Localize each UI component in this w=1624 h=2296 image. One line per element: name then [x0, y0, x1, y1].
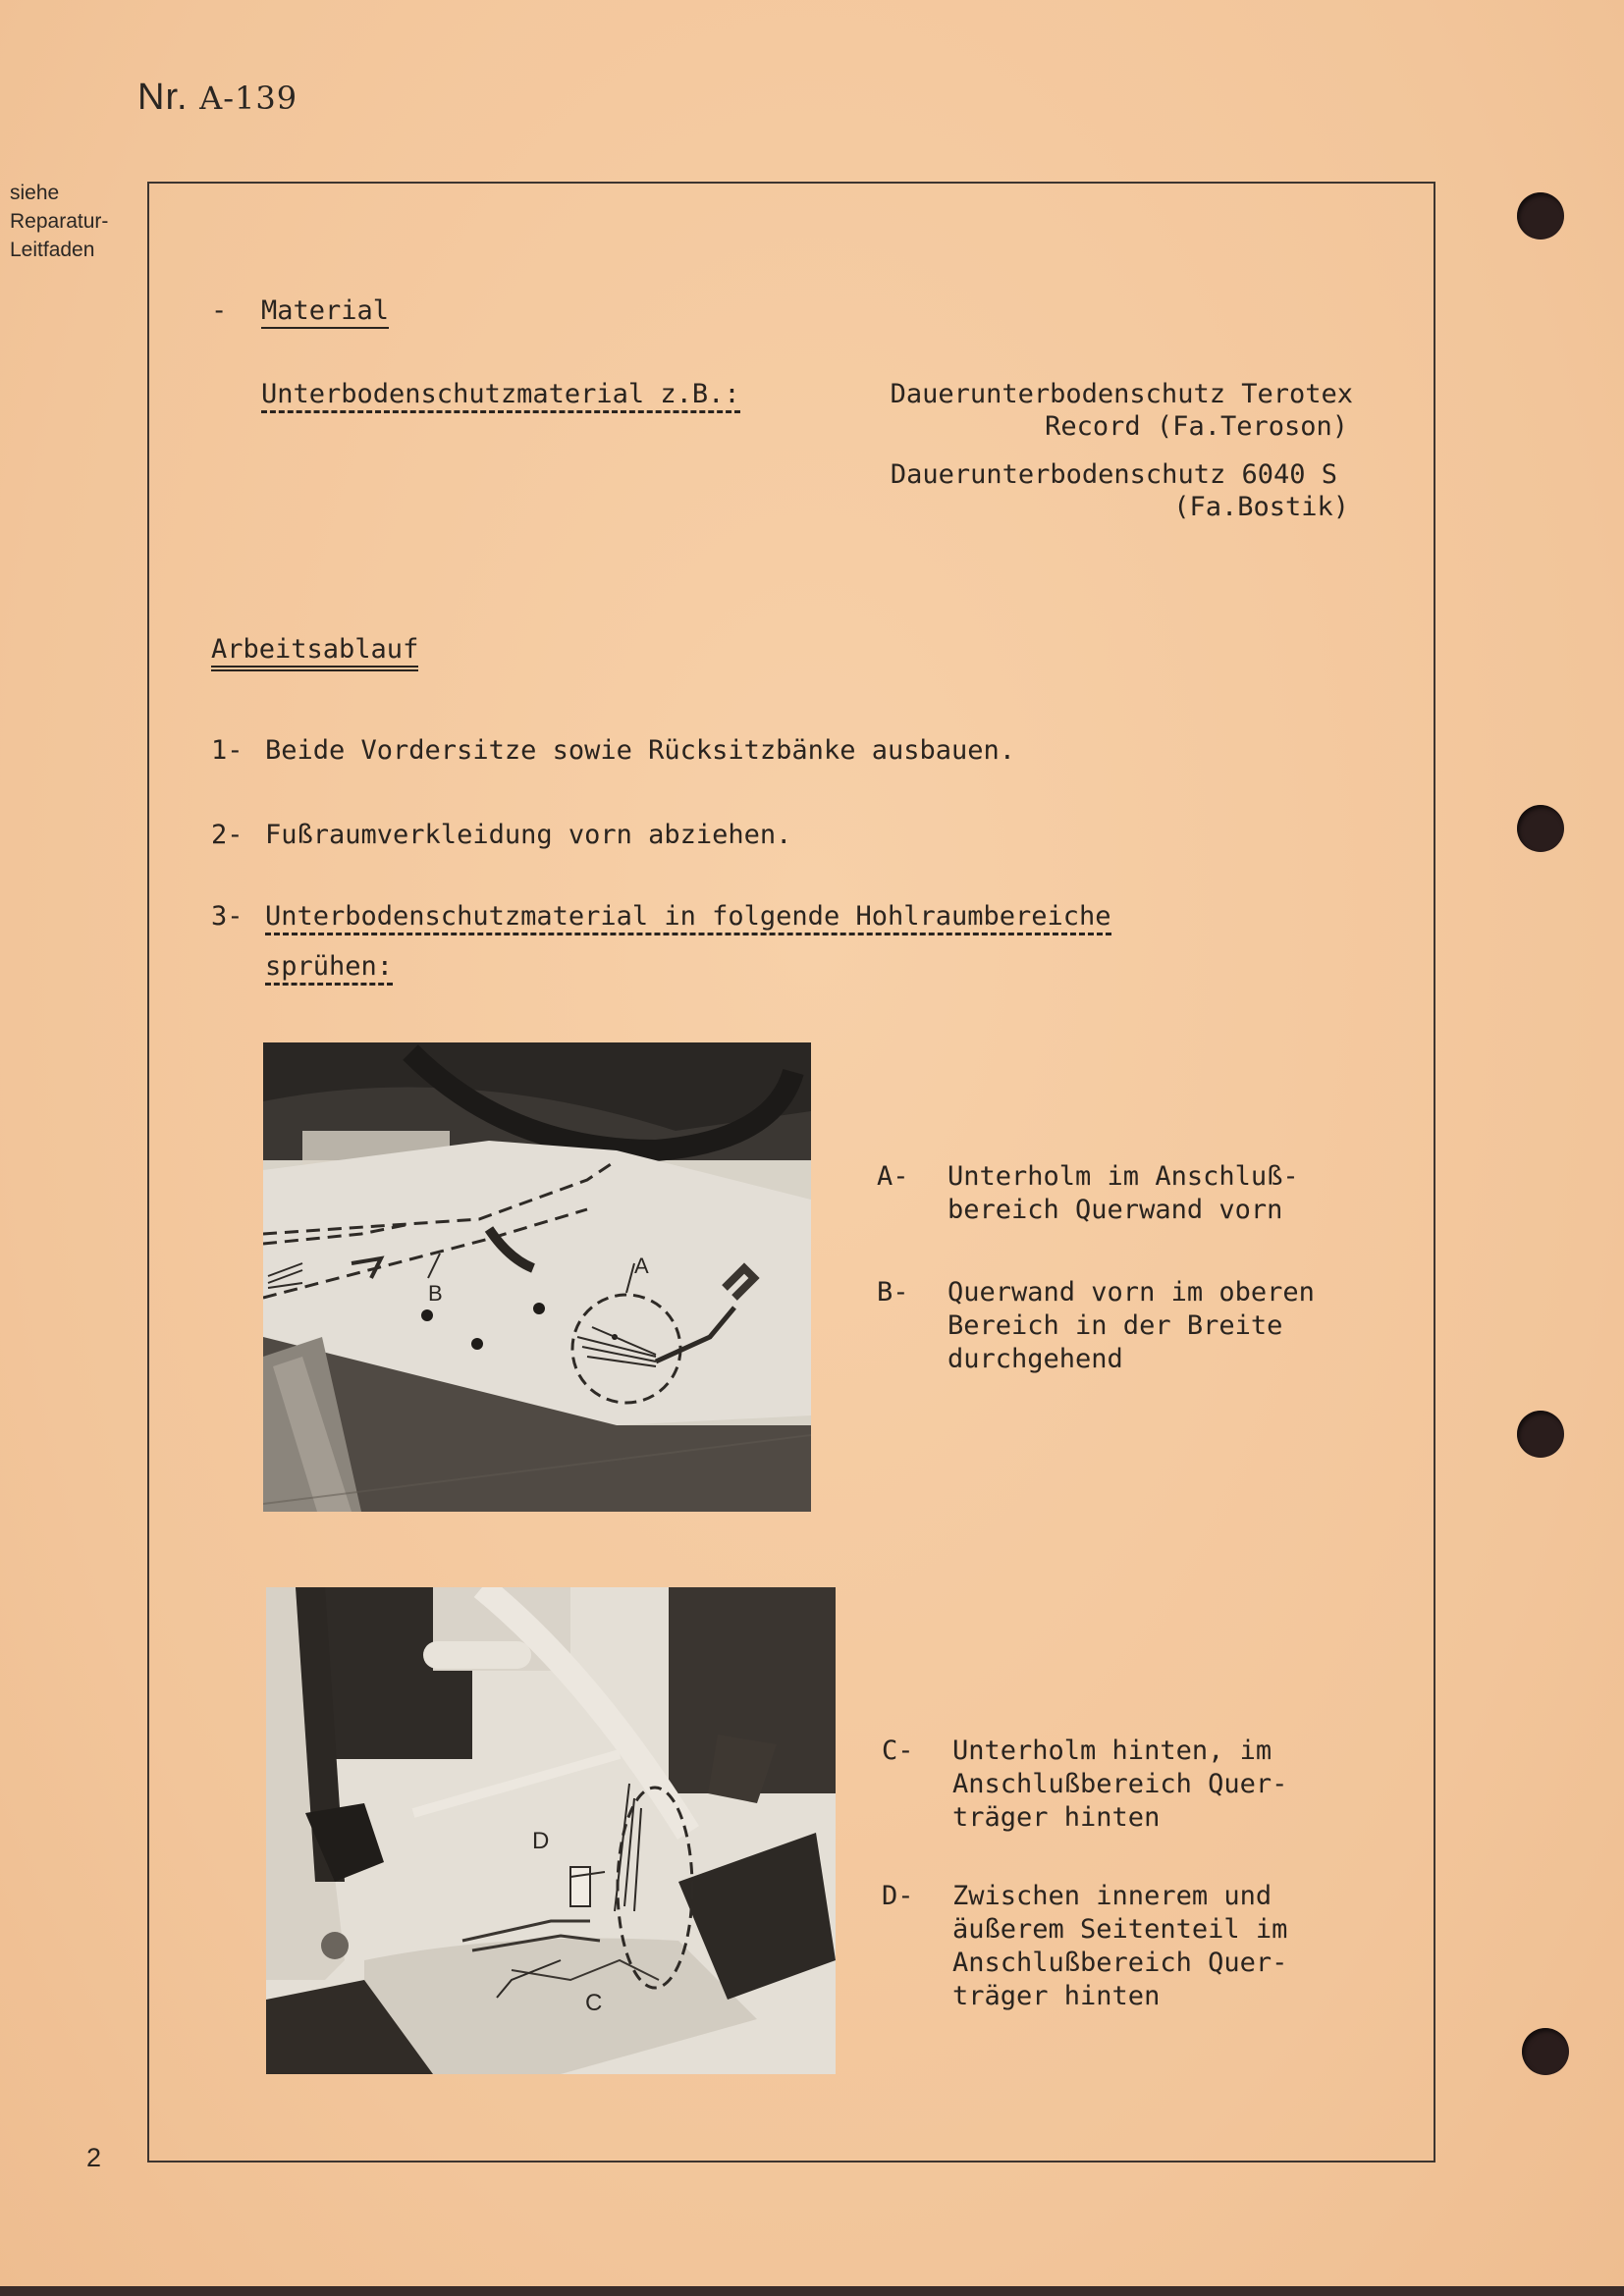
figure1-caption-b: [877, 1276, 1387, 1384]
material-heading-text: Material: [261, 295, 389, 329]
page-number: 2: [86, 2143, 102, 2172]
punch-hole: [1522, 2028, 1569, 2075]
figure1-illustration: [263, 1042, 811, 1512]
document-number-prefix: Nr.: [137, 77, 189, 118]
product1-line1: Dauerunterbodenschutz Terotex: [890, 379, 1353, 409]
product1-line2: Record (Fa.Teroson): [1045, 411, 1348, 442]
punch-hole: [1517, 1411, 1564, 1458]
caption-line: Zwischen innerem und: [952, 1881, 1272, 1911]
procedure-heading: [211, 633, 418, 667]
caption-line: Querwand vorn im oberen: [947, 1277, 1315, 1308]
figure2-photo: [266, 1587, 836, 2074]
step3-line1: [265, 900, 1111, 934]
side-note-line: Leitfaden: [10, 239, 95, 261]
punch-hole: [1517, 192, 1564, 240]
document-number: [137, 77, 298, 119]
step3-number: 3-: [211, 901, 244, 932]
punch-hole: [1517, 805, 1564, 852]
caption-line: durchgehend: [947, 1344, 1123, 1374]
caption-line: träger hinten: [952, 1981, 1161, 2011]
caption-letter: D-: [882, 1881, 914, 1911]
step2-number: 2-: [211, 820, 244, 850]
caption-line: Bereich in der Breite: [947, 1310, 1283, 1341]
figure1-photo: [263, 1042, 811, 1512]
caption-text: [952, 1735, 1424, 1835]
figure1-label-a: A: [634, 1254, 649, 1278]
caption-line: Unterholm hinten, im: [952, 1735, 1272, 1766]
material-label-text: Unterbodenschutzmaterial z.B.:: [261, 379, 740, 413]
caption-line: Anschlußbereich Quer-: [952, 1769, 1288, 1799]
figure2-caption-d: [882, 1880, 1392, 2017]
caption-text: [952, 1880, 1424, 2013]
scan-edge: [0, 2286, 1624, 2296]
side-note-line: Reparatur-: [10, 210, 109, 233]
caption-letter: A-: [877, 1161, 909, 1192]
procedure-heading-text: Arbeitsablauf: [211, 634, 418, 671]
step3-line2-text: sprühen:: [265, 951, 393, 986]
caption-line: äußerem Seitenteil im: [952, 1914, 1288, 1945]
material-heading: [261, 294, 389, 328]
side-note-line: siehe: [10, 182, 60, 204]
product2-line1: Dauerunterbodenschutz 6040 S: [890, 459, 1337, 490]
step1-number: 1-: [211, 735, 244, 766]
step3-line2: [265, 950, 393, 984]
caption-line: Unterholm im Anschluß-: [947, 1161, 1299, 1192]
caption-line: träger hinten: [952, 1802, 1161, 1833]
figure1-label-b: B: [428, 1281, 443, 1306]
step3-line1-text: Unterbodenschutzmaterial in folgende Hohlraumbereiche: [265, 901, 1111, 935]
figure2-illustration: [266, 1587, 836, 2074]
product2-line2: (Fa.Bostik): [1173, 492, 1349, 522]
caption-text: [947, 1276, 1419, 1376]
material-label: [261, 378, 740, 411]
document-number-code: A-139: [199, 80, 298, 117]
caption-letter: C-: [882, 1735, 914, 1766]
material-dash: -: [211, 295, 228, 326]
side-note: [10, 179, 108, 264]
step2-text: Fußraumverkleidung vorn abziehen.: [265, 820, 792, 850]
figure2-caption-c: [882, 1735, 1392, 1842]
caption-line: bereich Querwand vorn: [947, 1195, 1283, 1225]
figure2-label-c: C: [585, 1990, 603, 2016]
caption-line: Anschlußbereich Quer-: [952, 1948, 1288, 1978]
figure1-caption-a: [877, 1160, 1387, 1239]
caption-text: [947, 1160, 1419, 1227]
step1-text: Beide Vordersitze sowie Rücksitzbänke ausbauen.: [265, 735, 1016, 766]
caption-letter: B-: [877, 1277, 909, 1308]
figure2-label-d: D: [532, 1828, 550, 1854]
